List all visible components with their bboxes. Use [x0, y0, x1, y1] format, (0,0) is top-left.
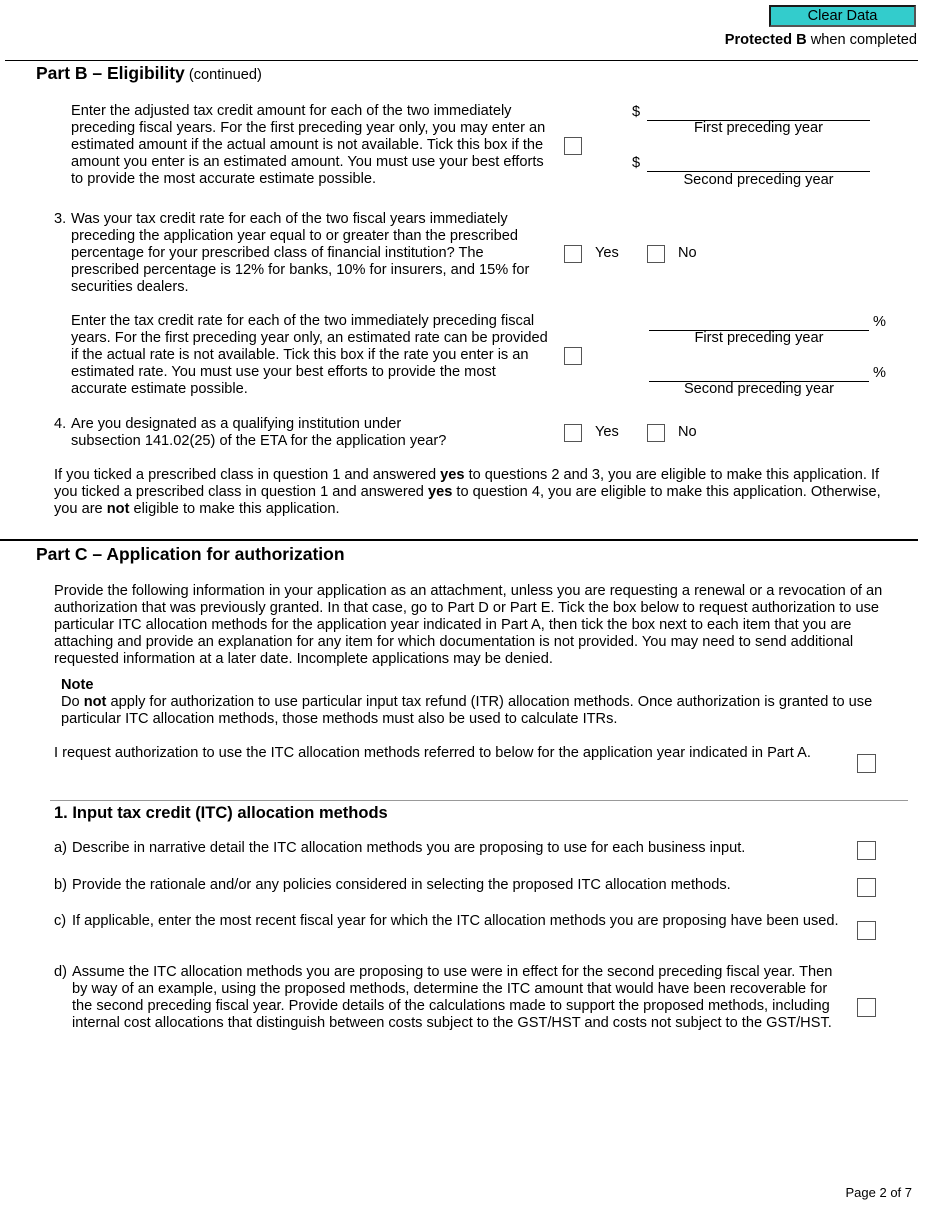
q4-no-checkbox[interactable] [647, 424, 665, 442]
q3-text: Was your tax credit rate for each of the two fiscal years immediately preceding the application year equal to or greater than the prescribed percentage for your prescribed class of financial institution? The prescribed percentage is 12% for banks, 10% for insurers, and 15% for securities dealers. [71, 211, 530, 295]
first-year-rate-caption: First preceding year [694, 330, 824, 346]
q3-number: 3. [54, 211, 67, 227]
part-c-divider [0, 539, 918, 541]
item-c-checkbox[interactable] [857, 921, 876, 940]
q3-no-label: No [678, 245, 697, 261]
item-b-checkbox[interactable] [857, 878, 876, 897]
q3-yes-label: Yes [595, 245, 619, 261]
item-a-checkbox[interactable] [857, 841, 876, 860]
second-year-caption: Second preceding year [683, 172, 834, 188]
q4-line-2: subsection 141.02(25) of the ETA for the application year? [71, 433, 447, 449]
q4-number: 4. [54, 416, 67, 432]
item-d-checkbox[interactable] [857, 998, 876, 1017]
authorization-request-text: I request authorization to use the ITC allocation methods referred to below for the application year indicated in Part A. [54, 745, 811, 761]
item-b-label: b) [54, 877, 67, 893]
estimated-amount-checkbox[interactable] [564, 137, 582, 155]
q3-no-checkbox[interactable] [647, 245, 665, 263]
second-year-rate-caption: Second preceding year [683, 381, 835, 397]
item-d-text: Assume the ITC allocation methods you are proposing to use were in effect for the second preceding fiscal year. Then by way of an example, using the proposed methods, determine the ITC amount that would have been recoverable for the second preceding fiscal year. Provide details of the calculations made to support the proposed methods, including internal cost allocations that distinguish between costs subject to the GST/HST and costs not subject to the GST/HST. [72, 964, 833, 1031]
part-c-title: Part C – Application for authorization [36, 544, 345, 564]
page-number: Page 2 of 7 [845, 1185, 912, 1200]
currency-symbol-1: $ [632, 104, 641, 120]
part-c-intro: Provide the following information in your application as an attachment, unless you are requesting a renewal or a revocation of an authorization that was previously granted. In that case, go to Part D or Part E. Tick the box below to request authorization to use particular ITC allocation methods for the application year indicated in Part A, then tick the box next to each item that you are attaching and provide an explanation for any item for which documentation is not provided. You may need to send additional requested information at a later date. Incomplete applications may be denied. [54, 583, 883, 667]
percent-symbol-2: % [873, 365, 886, 381]
item-b-text: Provide the rationale and/or any policies considered in selecting the proposed ITC allocation methods. [72, 877, 731, 893]
q4-no-label: No [678, 424, 697, 440]
q2-adjusted-amount-text: Enter the adjusted tax credit amount for each of the two immediately preceding fiscal years. For the first preceding year only, you may enter an estimated amount if the actual amount is not available. Tick this box if the amount you enter is an estimated amount. You must use your best efforts to provide the most accurate estimate possible. [71, 103, 546, 187]
authorization-request-checkbox[interactable] [857, 754, 876, 773]
item-a-label: a) [54, 840, 67, 856]
note-title: Note [61, 677, 94, 693]
section-1-title: 1. Input tax credit (ITC) allocation methods [54, 804, 388, 822]
currency-symbol-2: $ [632, 155, 641, 171]
section-divider [50, 800, 908, 801]
note-text: Do not apply for authorization to use particular input tax refund (ITR) allocation methods. Once authorization is granted to use particular ITC allocation methods, those methods must also be used to calculate ITRs. [61, 694, 873, 727]
q4-yes-checkbox[interactable] [564, 424, 582, 442]
part-b-title: Part B – Eligibility (continued) [36, 63, 262, 83]
eligibility-statement: If you ticked a prescribed class in question 1 and answered yes to questions 2 and 3, you are eligible to make this application. If you ticked a prescribed class in question 1 and answered yes to question 4, you are eligible to make this application. Otherwise, you are not eligible to make this application. [54, 467, 881, 517]
item-d-label: d) [54, 964, 67, 980]
protected-b-label: Protected B when completed [724, 32, 917, 48]
item-c-text: If applicable, enter the most recent fiscal year for which the ITC allocation methods you are proposing have been used. [72, 913, 839, 929]
q4-line-1: Are you designated as a qualifying institution under [71, 416, 402, 432]
percent-symbol-1: % [873, 314, 886, 330]
rate-text: Enter the tax credit rate for each of the two immediately preceding fiscal years. For the first preceding year only, an estimated rate can be provided if the actual rate is not available. Tick this box if the rate you enter is an estimated rate. You must use your best efforts to provide the most accurate estimate possible. [71, 313, 548, 397]
clear-data-button[interactable]: Clear Data [769, 5, 916, 27]
q4-yes-label: Yes [595, 424, 619, 440]
item-c-label: c) [54, 913, 67, 929]
q3-yes-checkbox[interactable] [564, 245, 582, 263]
first-year-caption: First preceding year [694, 120, 823, 136]
estimated-rate-checkbox[interactable] [564, 347, 582, 365]
top-divider [5, 60, 918, 61]
item-a-text: Describe in narrative detail the ITC allocation methods you are proposing to use for each business input. [72, 840, 746, 856]
